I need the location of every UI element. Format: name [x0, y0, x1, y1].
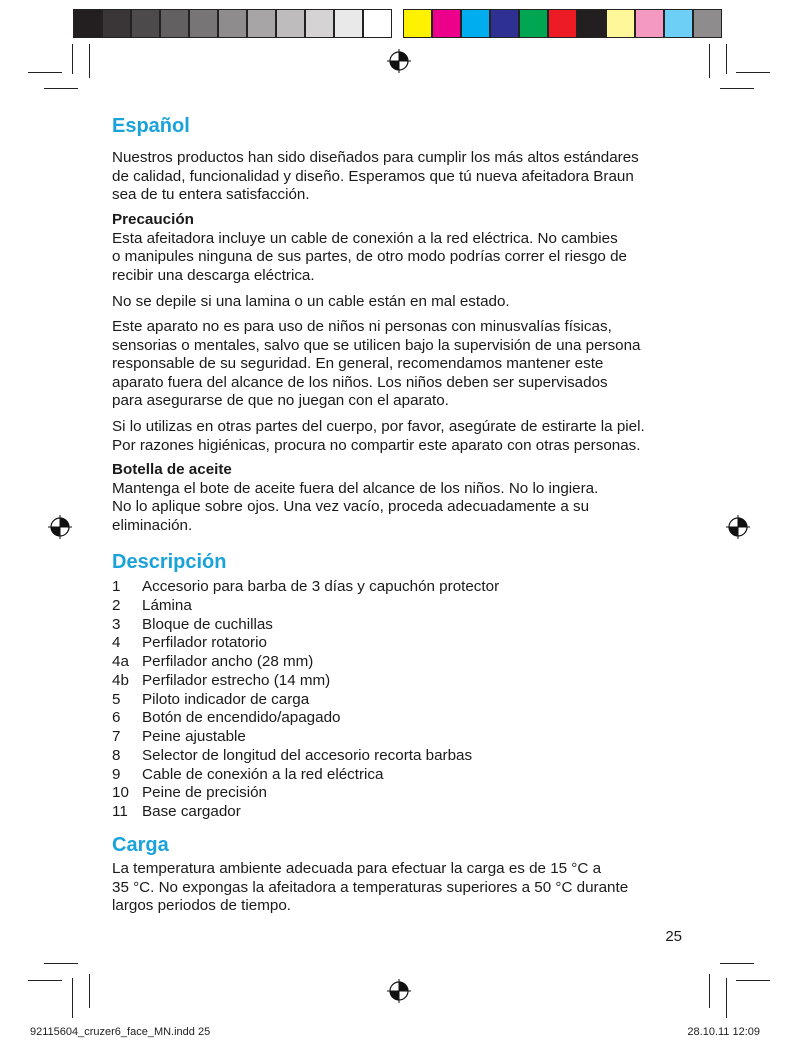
- crop-mark: [709, 44, 710, 78]
- list-item: 6 Botón de encendido/apagado: [112, 709, 341, 727]
- registration-mark-icon: [387, 979, 411, 1003]
- text-line: Nuestros productos han sido diseñados para cumplir los más altos estándares: [112, 149, 639, 166]
- footer-timestamp: 28.10.11 12:09: [687, 1026, 760, 1038]
- list-item: 7 Peine ajustable: [112, 728, 246, 745]
- gray-swatch: [102, 9, 131, 38]
- color-swatch: [519, 9, 548, 38]
- charging-paragraph: [112, 860, 712, 916]
- list-item: 10 Peine de precisión: [112, 784, 267, 802]
- caution-paragraph-3: [112, 318, 712, 411]
- page-title: Español: [112, 115, 190, 137]
- footer-file-info: 92115604_cruzer6_face_MN.indd 25: [30, 1026, 211, 1038]
- crop-mark: [89, 44, 90, 78]
- list-item: 4b Perfilador estrecho (14 mm): [112, 671, 331, 689]
- text-line: Mantenga el bote de aceite fuera del alcance de los niños. No lo ingiera.: [112, 479, 599, 497]
- registration-mark-icon: [48, 515, 72, 539]
- registration-mark-icon: [726, 515, 750, 539]
- crop-mark: [726, 44, 727, 74]
- text-line: Si lo utilizas en otras partes del cuerpo, por favor, asegúrate de estirarte la piel.: [112, 418, 645, 435]
- caution-section: [112, 211, 712, 285]
- text-line: para asegurarse de que no juegan con el aparato.: [112, 392, 449, 410]
- gray-swatch: [334, 9, 363, 38]
- text-line: de calidad, funcionalidad y diseño. Esperamos que tú nueva afeitadora Braun: [112, 167, 634, 185]
- crop-mark: [72, 44, 73, 74]
- caution-heading: Precaución: [112, 211, 194, 228]
- text-line: Este aparato no es para uso de niños ni personas con minusvalías físicas,: [112, 318, 612, 335]
- text-line: aparato fuera del alcance de los niños. Los niños deben ser supervisados: [112, 373, 608, 391]
- color-swatch: [635, 9, 664, 38]
- text-line: 35 °C. No expongas la afeitadora a temperaturas superiores a 50 °C durante: [112, 878, 629, 896]
- text-line: largos periodos de tiempo.: [112, 897, 291, 915]
- description-list: [112, 578, 499, 822]
- crop-mark: [72, 978, 73, 1018]
- color-bar: [0, 0, 798, 44]
- color-swatch: [461, 9, 490, 38]
- list-item: 9 Cable de conexión a la red eléctrica: [112, 765, 384, 783]
- gray-swatch: [131, 9, 160, 38]
- list-item: 5 Piloto indicador de carga: [112, 690, 310, 708]
- list-item: 4 Perfilador rotatorio: [112, 634, 267, 652]
- gray-swatch: [189, 9, 218, 38]
- gray-swatch: [363, 9, 392, 38]
- color-swatch: [577, 9, 606, 38]
- color-swatch: [606, 9, 635, 38]
- list-item: 2 Lámina: [112, 596, 192, 614]
- color-swatch: [432, 9, 461, 38]
- color-swatch: [693, 9, 722, 38]
- gray-swatch: [160, 9, 189, 38]
- oil-heading: Botella de aceite: [112, 461, 232, 478]
- crop-mark: [736, 72, 770, 73]
- text-line: La temperatura ambiente adecuada para efectuar la carga es de 15 °C a: [112, 860, 602, 877]
- crop-mark: [44, 88, 78, 89]
- text-line: recibir una descarga eléctrica.: [112, 266, 315, 284]
- crop-mark: [89, 974, 90, 1008]
- crop-mark: [726, 978, 727, 1018]
- list-item: 4a Perfilador ancho (28 mm): [112, 653, 314, 670]
- text-line: No lo aplique sobre ojos. Una vez vacío, proceda adecuadamente a su: [112, 498, 590, 516]
- oil-section: [112, 461, 712, 535]
- text-line: eliminación.: [112, 516, 193, 534]
- text-line: Esta afeitadora incluye un cable de conexión a la red eléctrica. No cambies: [112, 229, 618, 247]
- crop-mark: [720, 963, 754, 964]
- charging-heading: Carga: [112, 834, 169, 856]
- caution-paragraph-2: [112, 293, 712, 312]
- crop-mark: [44, 963, 78, 964]
- color-swatch: [403, 9, 432, 38]
- description-heading: Descripción: [112, 551, 227, 573]
- gray-swatch: [73, 9, 102, 38]
- crop-mark: [28, 72, 62, 73]
- list-item: 1 Accesorio para barba de 3 días y capuchón protector: [112, 578, 500, 595]
- list-item: 3 Bloque de cuchillas: [112, 615, 273, 633]
- text-line: responsable de su seguridad. En general, recomendamos mantener este: [112, 355, 604, 373]
- registration-mark-icon: [387, 49, 411, 73]
- caution-paragraph-4: [112, 418, 712, 455]
- crop-mark: [709, 974, 710, 1008]
- list-item: 11 Base cargador: [112, 803, 241, 820]
- gray-swatch: [276, 9, 305, 38]
- gray-swatch: [305, 9, 334, 38]
- text-line: No se depile si una lamina o un cable están en mal estado.: [112, 293, 510, 310]
- gray-swatch: [247, 9, 276, 38]
- list-item: 8 Selector de longitud del accesorio recorta barbas: [112, 746, 473, 764]
- crop-mark: [720, 88, 754, 89]
- color-swatch: [490, 9, 519, 38]
- text-line: sea de tu entera satisfacción.: [112, 186, 310, 204]
- text-line: Por razones higiénicas, procura no compartir este aparato con otras personas.: [112, 436, 641, 454]
- page-number: 25: [665, 928, 682, 945]
- color-swatch: [548, 9, 577, 38]
- color-swatch: [664, 9, 693, 38]
- intro-paragraph: [112, 149, 712, 205]
- text-line: o manipules ninguna de sus partes, de otro modo podrías correr el riesgo de: [112, 248, 627, 266]
- gray-swatch: [218, 9, 247, 38]
- crop-mark: [28, 980, 62, 981]
- text-line: sensorias o mentales, salvo que se utilicen bajo la supervisión de una persona: [112, 336, 641, 354]
- crop-mark: [736, 980, 770, 981]
